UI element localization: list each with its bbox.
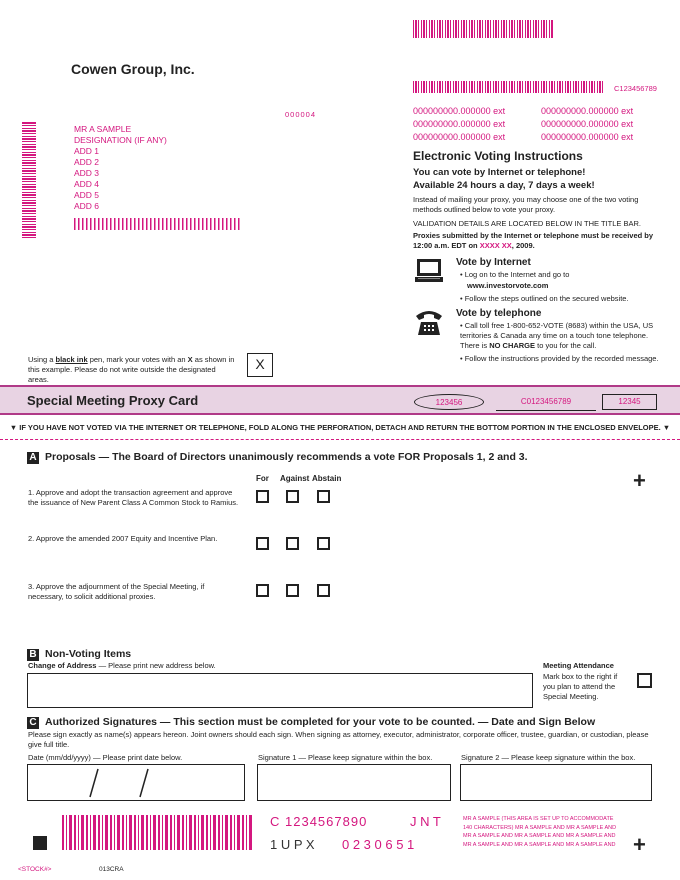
ext-code: 000000000.000000 ext — [413, 106, 506, 116]
internet-url[interactable]: www.investorvote.com — [467, 281, 549, 290]
col-against: Against — [280, 474, 310, 483]
evi-title: Electronic Voting Instructions — [413, 149, 583, 163]
title-code-oval — [414, 394, 484, 410]
evi-line1: You can vote by Internet or telephone! — [413, 167, 586, 178]
side-barcode — [22, 122, 36, 238]
proposal-1: 1. Approve and adopt the transaction agreement and approve the issuance of New Parent Class A Common Stock to Ramius. — [28, 488, 239, 507]
stock-code: <STOCK#> — [18, 866, 52, 873]
account-barcode — [413, 81, 603, 93]
address-line: ADD 5 — [74, 190, 100, 200]
pen-instructions — [28, 355, 238, 385]
telephone-icon — [414, 308, 444, 336]
form-code: 013CRA — [99, 866, 124, 873]
p1-against-checkbox[interactable] — [286, 490, 299, 503]
date-slashes — [28, 765, 243, 799]
plus-mark-bottom: + — [633, 832, 646, 857]
sig1-label: Signature 1 — Please keep signature within the box. — [258, 753, 433, 762]
date-label: Date (mm/dd/yyyy) — Please print date below. — [28, 753, 183, 762]
address-line: ADD 4 — [74, 179, 100, 189]
internet-bullet-1: • Log on to the Internet and go to — [460, 270, 570, 279]
phone-text: • Call toll free 1-800-652-VOTE (8683) within the USA, US territories & Canada any time on a touch tone telephone. There is — [460, 321, 654, 350]
p2-for-checkbox[interactable] — [256, 537, 269, 550]
top-code: C123456789 — [614, 84, 657, 93]
ext-code: 000000000.000000 ext — [413, 132, 506, 142]
bottom-number: 0 2 3 0 6 5 1 — [342, 837, 415, 852]
bottom-upx: 1 U P X — [270, 837, 315, 852]
address-block — [74, 124, 167, 212]
title-code-2 — [496, 394, 596, 411]
fold-notice: ▼ IF YOU HAVE NOT VOTED VIA THE INTERNET OR TELEPHONE, FOLD ALONG THE PERFORATION, DETACH AND RETURN THE BOTTOM PORTION IN THE ENCLOSED ENVELOPE. ▼ — [9, 423, 671, 432]
sample-text: MR A SAMPLE (THIS AREA IS SET UP TO ACCOMMODATE 140 CHARACTERS) MR A SAMPLE AND MR A SAMPLE AND MR A SAMPLE AND MR A SAMPLE AND MR A SAMPLE AND MR A SAMPLE AND MR A SAMPLE AND MR A SAMPLE AND — [463, 816, 617, 848]
p1-abstain-checkbox[interactable] — [317, 490, 330, 503]
section-letter: C — [27, 717, 39, 729]
p2-against-checkbox[interactable] — [286, 537, 299, 550]
address-line: DESIGNATION (IF ANY) — [74, 135, 167, 145]
p2-abstain-checkbox[interactable] — [317, 537, 330, 550]
corner-mark — [33, 836, 47, 850]
signature-1-field[interactable] — [257, 764, 451, 801]
top-barcode — [413, 20, 553, 38]
title-code-1: 123456 — [435, 398, 463, 407]
phone-bullet-2: • Follow the instructions provided by the recorded message. — [460, 354, 659, 363]
phone-text-end: to you for the call. — [535, 341, 597, 350]
plus-mark: + — [633, 468, 646, 493]
meeting-attendance-text: Mark box to the right if you plan to attend the Special Meeting. — [543, 672, 618, 701]
phone-bullet-1 — [460, 321, 655, 351]
signature-2-field[interactable] — [460, 764, 652, 801]
proposal-3: 3. Approve the adjournment of the Special Meeting, if necessary, to solicit additional proxies. — [28, 582, 205, 601]
coa-hint: — Please print new address below. — [96, 661, 216, 670]
ext-code: 000000000.000000 ext — [413, 119, 506, 129]
address-line: ADD 3 — [74, 168, 100, 178]
evi-validation: VALIDATION DETAILS ARE LOCATED BELOW IN THE TITLE BAR. — [413, 219, 641, 228]
meeting-attendance-title: Meeting Attendance — [543, 661, 614, 670]
example-x: X — [255, 356, 265, 372]
title-code-2-text: C0123456789 — [520, 397, 572, 406]
ext-code: 000000000.000000 ext — [541, 106, 634, 116]
change-of-address-field[interactable] — [27, 673, 533, 708]
evi-paragraph: Instead of mailing your proxy, you may choose one of the two voting methods outlined below to vote your proxy. — [413, 195, 639, 214]
title-code-3-text: 12345 — [618, 397, 641, 406]
sequence-code: 000004 — [285, 110, 317, 119]
section-b-header — [27, 648, 131, 661]
proposal-2: 2. Approve the amended 2007 Equity and Incentive Plan. — [28, 534, 218, 543]
black-ink: black ink — [55, 355, 88, 364]
section-a-title: Proposals — The Board of Directors unanimously recommends a vote FOR Proposals 1, 2 and 3. — [45, 451, 528, 463]
pen-text-2: pen, mark your votes with an — [87, 355, 188, 364]
evi-deadline — [413, 231, 663, 251]
bottom-barcode — [62, 815, 252, 850]
company-name: Cowen Group, Inc. — [71, 61, 195, 77]
pen-text: Using a — [28, 355, 56, 364]
bottom-jnt: J N T — [410, 814, 441, 829]
address-line: MR A SAMPLE — [74, 124, 132, 134]
pen-x: X — [187, 355, 193, 364]
section-b-title: Non-Voting Items — [45, 648, 132, 660]
address-line: ADD 6 — [74, 201, 100, 211]
pen-text-3: as shown in this example. Please do not write outside the designated areas. — [28, 355, 235, 384]
meeting-attendance-checkbox[interactable] — [637, 673, 652, 688]
address-line: ADD 2 — [74, 157, 100, 167]
sig2-label: Signature 2 — Please keep signature within the box. — [461, 753, 636, 762]
section-letter: A — [27, 452, 39, 464]
p3-for-checkbox[interactable] — [256, 584, 269, 597]
col-abstain: Abstain — [312, 474, 342, 483]
ext-code: 000000000.000000 ext — [541, 132, 634, 142]
deadline-year: , 2009. — [511, 241, 535, 250]
postal-barcode — [74, 218, 242, 230]
section-c-title: Authorized Signatures — This section must be completed for your vote to be counted. — Date and Sign Below — [45, 716, 596, 728]
p3-against-checkbox[interactable] — [286, 584, 299, 597]
change-of-address-label — [28, 661, 216, 671]
signature-instructions: Please sign exactly as name(s) appears hereon. Joint owners should each sign. When signing as attorney, executor, administrator, corporate officer, trustee, guardian, or custodian, please give full title. — [28, 730, 649, 749]
col-for: For — [256, 474, 269, 483]
title-code-3 — [602, 394, 657, 410]
bottom-code: C 1234567890 — [270, 814, 368, 829]
internet-title: Vote by Internet — [456, 257, 531, 268]
evi-line2: Available 24 hours a day, 7 days a week! — [413, 180, 595, 191]
card-title: Special Meeting Proxy Card — [27, 393, 199, 408]
example-mark-box — [247, 353, 273, 377]
no-charge: NO CHARGE — [489, 341, 536, 350]
ext-code: 000000000.000000 ext — [541, 119, 634, 129]
deadline-date: XXXX XX — [479, 241, 512, 250]
section-c-header — [27, 716, 595, 729]
section-letter: B — [27, 649, 39, 661]
section-a-header — [27, 451, 528, 464]
date-field[interactable] — [27, 764, 245, 801]
phone-title: Vote by telephone — [456, 308, 542, 319]
deadline-text: Proxies submitted by the Internet or telephone must be received by 12:00 a.m. EDT on — [413, 231, 654, 250]
computer-icon — [414, 258, 444, 284]
coa-title: Change of Address — [28, 661, 97, 670]
address-line: ADD 1 — [74, 146, 100, 156]
internet-bullet-2: • Follow the steps outlined on the secured website. — [460, 294, 629, 303]
p3-abstain-checkbox[interactable] — [317, 584, 330, 597]
p1-for-checkbox[interactable] — [256, 490, 269, 503]
perforation-line — [0, 439, 680, 440]
